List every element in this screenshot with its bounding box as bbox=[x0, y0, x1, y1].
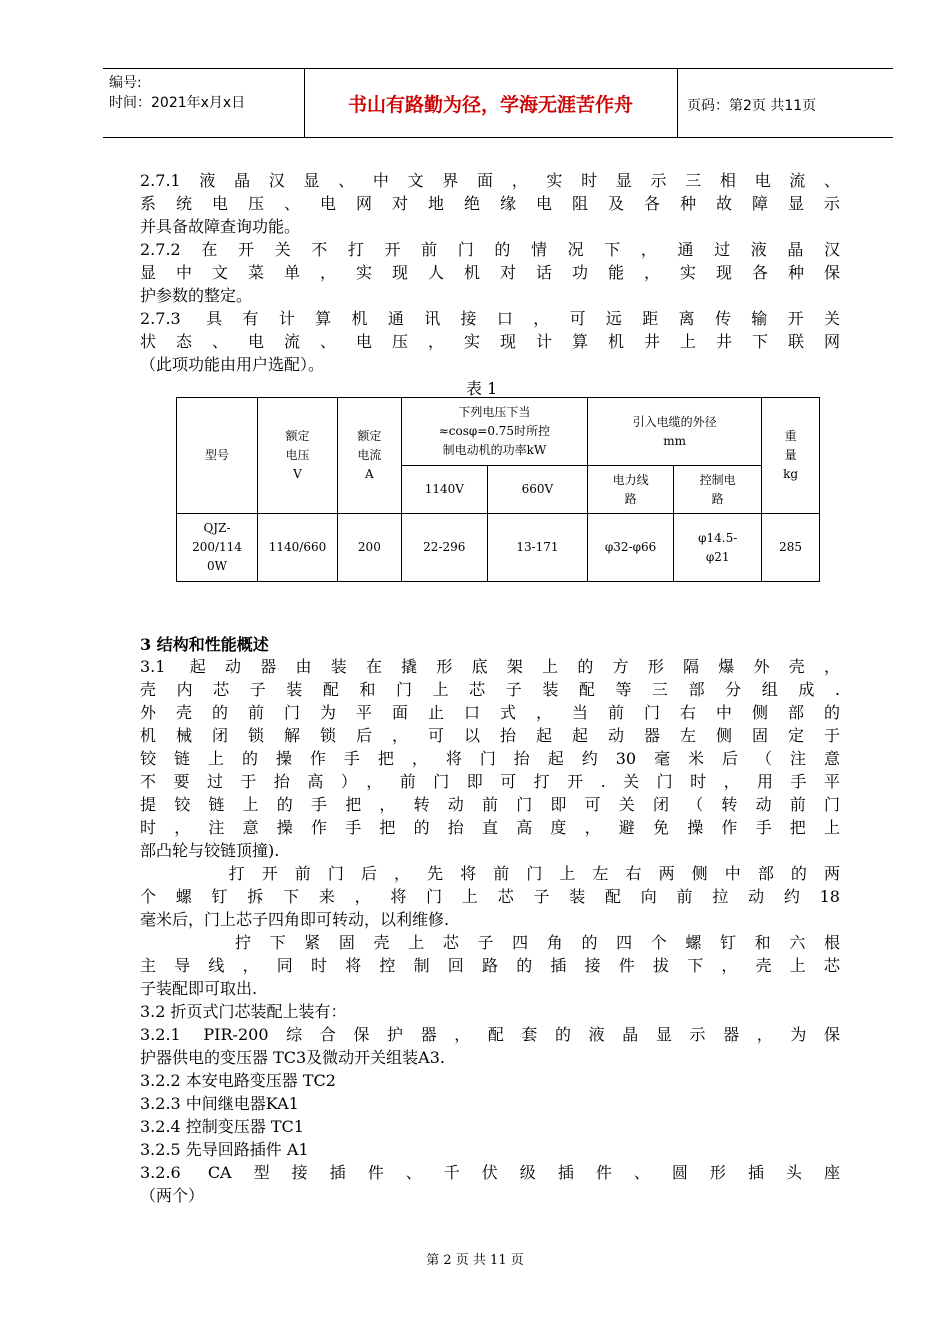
table-header-current: 额定 电流 A bbox=[337, 398, 401, 514]
paragraph-line: 护参数的整定。 bbox=[140, 286, 253, 305]
paragraph-line: 3.2.3 中间继电器KA1 bbox=[140, 1094, 299, 1113]
paragraph-line: 打开前门后，先将前门上左右两侧中部的两 bbox=[140, 864, 840, 883]
paragraph-line: 2.7.3 具有计算机通讯接口，可远距离传输开关 bbox=[140, 309, 840, 328]
header-motto: 书山有路勤为径，学海无涯苦作舟 bbox=[347, 94, 633, 116]
page-footer: 第 2 页 共 11 页 bbox=[426, 1253, 524, 1268]
page-header bbox=[103, 68, 893, 138]
paragraph-line: 外壳的前门为平面止口式，当前门右中侧部的 bbox=[140, 703, 840, 722]
paragraph-line: 部凸轮与铰链顶撞). bbox=[140, 841, 280, 860]
paragraph-line: （两个） bbox=[140, 1186, 205, 1205]
cell-voltage: 1140/660 bbox=[258, 514, 338, 582]
paragraph-line: 3.1 起动器由装在撬形底架上的方形隔爆外壳， bbox=[140, 657, 840, 676]
paragraph-line: 2.7.2在开关不打开前门的情况下，通过液晶汉 bbox=[140, 240, 840, 259]
paragraph-line: 主导线，同时将控制回路的插接件拔下，壳上芯 bbox=[140, 956, 840, 975]
paragraph-line: 铰链上的操作手把，将门抬起约30毫米后（注意 bbox=[140, 749, 840, 768]
table-header-1140v: 1140V bbox=[401, 466, 487, 514]
table-header-power-line: 电力线 路 bbox=[588, 466, 674, 514]
paragraph-line: 提铰链上的手把，转动前门即可关闭（转动前门 bbox=[140, 795, 840, 814]
table-row bbox=[177, 514, 820, 582]
table-header-model: 型号 bbox=[177, 398, 258, 514]
paragraph-line: 显中文菜单，实现人机对话功能，实现各种保 bbox=[140, 263, 840, 282]
paragraph-line: （此项功能由用户选配）。 bbox=[140, 355, 325, 374]
table-caption: 表 1 bbox=[466, 379, 498, 398]
cell-current: 200 bbox=[337, 514, 401, 582]
header-divider bbox=[677, 69, 678, 137]
table-header-voltage: 额定 电压 V bbox=[258, 398, 338, 514]
paragraph-line: 护器供电的变压器 TC3及微动开关组装A3. bbox=[140, 1048, 446, 1067]
cell-model: QJZ- 200/114 0W bbox=[177, 514, 258, 582]
spec-table bbox=[176, 397, 820, 582]
document-number-label: 编号: bbox=[109, 75, 142, 91]
paragraph-line: 3.2.6 CA型接插件、千伏级插件、圆形插头座 bbox=[140, 1163, 840, 1182]
paragraph-line: 状态、电流、电压，实现计算机井上井下联网 bbox=[140, 332, 840, 351]
table-header-power: 下列电压下当 ≈cosφ=0.75时所控 制电动机的功率kW bbox=[401, 398, 587, 466]
paragraph-line: 3.2.2 本安电路变压器 TC2 bbox=[140, 1071, 336, 1090]
section-title: 3 结构和性能概述 bbox=[140, 635, 269, 654]
cell-control-line: φ14.5- φ21 bbox=[674, 514, 762, 582]
cell-power-660: 13-171 bbox=[487, 514, 587, 582]
paragraph-line: 3.2.1 PIR-200综合保护器，配套的液晶显示器，为保 bbox=[140, 1025, 840, 1044]
cell-power-1140: 22-296 bbox=[401, 514, 487, 582]
paragraph-line: 系统电压、电网对地绝缘电阻及各种故障显示 bbox=[140, 194, 840, 213]
table-header-weight: 重 量 kg bbox=[762, 398, 820, 514]
paragraph-line: 个螺钉拆下来，将门上芯子装配向前拉动约18 bbox=[140, 887, 840, 906]
paragraph-line: 并具备故障查询功能。 bbox=[140, 217, 301, 236]
table-header-control-line: 控制电 路 bbox=[674, 466, 762, 514]
document-time-label: 时间：2021年x月x日 bbox=[109, 95, 246, 111]
paragraph-line: 3.2.4 控制变压器 TC1 bbox=[140, 1117, 304, 1136]
paragraph-line: 子装配即可取出. bbox=[140, 979, 258, 998]
paragraph-line: 3.2.5 先导回路插件 A1 bbox=[140, 1140, 309, 1159]
paragraph-line: 壳内芯子装配和门上芯子装配等三部分组成. bbox=[140, 680, 840, 699]
cell-weight: 285 bbox=[762, 514, 820, 582]
paragraph-line: 3.2 折页式门芯装配上装有： bbox=[140, 1002, 347, 1021]
paragraph-line: 拧下紧固壳上芯子四角的四个螺钉和六根 bbox=[140, 933, 840, 952]
paragraph-line: 不要过于抬高），前门即可打开.关门时，用手平 bbox=[140, 772, 840, 791]
table-header-660v: 660V bbox=[487, 466, 587, 514]
header-page-number: 页码：第2页 共11页 bbox=[687, 98, 817, 114]
table-header-cable: 引入电缆的外径 mm bbox=[588, 398, 762, 466]
paragraph-line: 2.7.1液晶汉显、中文界面，实时显示三相电流、 bbox=[140, 171, 840, 190]
paragraph-line: 时，注意操作手把的抬直高度，避免操作手把上 bbox=[140, 818, 840, 837]
paragraph-line: 毫米后，门上芯子四角即可转动，以利维修. bbox=[140, 910, 450, 929]
header-meta bbox=[109, 73, 245, 113]
paragraph-line: 机械闭锁解锁后，可以抬起起动器左侧固定于 bbox=[140, 726, 840, 745]
cell-power-line: φ32-φ66 bbox=[588, 514, 674, 582]
